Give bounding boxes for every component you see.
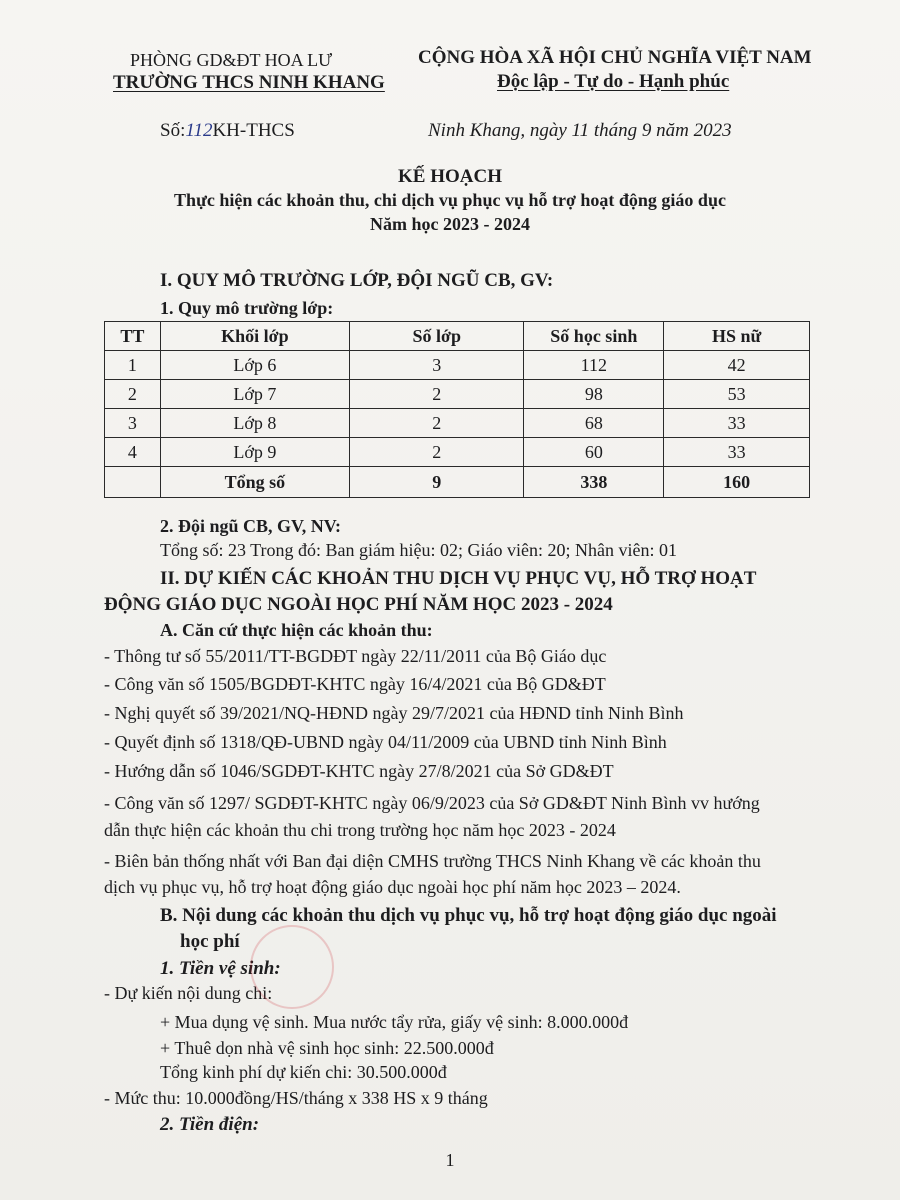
table-cell: 33 [664, 438, 810, 467]
table-header-cell: Số học sinh [524, 322, 664, 351]
number-prefix: Số: [160, 120, 186, 141]
table-cell: 2 [105, 380, 161, 409]
motto: Độc lập - Tự do - Hạnh phúc [497, 71, 730, 92]
basis-item-continued: dẫn thực hiện các khoản thu chi trong trường học năm học 2023 - 2024 [104, 820, 616, 840]
table-header-cell: HS nữ [664, 322, 810, 351]
table-header-cell: Khối lớp [160, 322, 349, 351]
section2-a-heading: A. Căn cứ thực hiện các khoản thu: [160, 620, 433, 640]
table-cell: 160 [664, 467, 810, 498]
document-subtitle: Thực hiện các khoản thu, chi dịch vụ phục vụ hỗ trợ hoạt động giáo dục [174, 190, 726, 210]
table-row [105, 409, 810, 438]
table-cell: 9 [350, 467, 524, 498]
table-cell: 98 [524, 380, 664, 409]
section1-heading: I. QUY MÔ TRƯỜNG LỚP, ĐỘI NGŨ CB, GV: [160, 270, 554, 291]
item1-line: - Mức thu: 10.000đồng/HS/tháng x 338 HS x 9 tháng [104, 1088, 488, 1108]
table-cell: Lớp 8 [160, 409, 349, 438]
table-cell: 33 [664, 409, 810, 438]
country-name: CỘNG HÒA XÃ HỘI CHỦ NGHĨA VIỆT NAM [418, 47, 812, 68]
item1-line: Tổng kinh phí dự kiến chi: 30.500.000đ [160, 1062, 447, 1082]
table-cell: Tổng số [160, 467, 349, 498]
section2-heading-line2: ĐỘNG GIÁO DỤC NGOÀI HỌC PHÍ NĂM HỌC 2023 - 2024 [104, 594, 613, 615]
school-year: Năm học 2023 - 2024 [370, 214, 530, 234]
table-header-row [105, 322, 810, 351]
table-cell: 4 [105, 438, 161, 467]
table-row [105, 380, 810, 409]
basis-item: - Hướng dẫn số 1046/SGDĐT-KHTC ngày 27/8/2021 của Sở GD&ĐT [104, 761, 614, 781]
basis-item-continued: dịch vụ phục vụ, hỗ trợ hoạt động giáo dục ngoài học phí năm học 2023 – 2024. [104, 877, 681, 897]
table-cell: 53 [664, 380, 810, 409]
document-date: Ninh Khang, ngày 11 tháng 9 năm 2023 [428, 120, 732, 141]
table-header-cell: Số lớp [350, 322, 524, 351]
item1-line: - Dự kiến nội dung chi: [104, 983, 273, 1003]
table-cell: 2 [350, 438, 524, 467]
basis-item: - Nghị quyết số 39/2021/NQ-HĐND ngày 29/7/2021 của HĐND tỉnh Ninh Bình [104, 703, 684, 723]
item2-title: 2. Tiền điện: [160, 1114, 260, 1135]
basis-item: - Thông tư số 55/2011/TT-BGDĐT ngày 22/11/2011 của Bộ Giáo dục [104, 646, 607, 666]
table-cell: Lớp 9 [160, 438, 349, 467]
school-name: TRƯỜNG THCS NINH KHANG [113, 72, 385, 93]
table-cell [105, 467, 161, 498]
table-cell: 1 [105, 351, 161, 380]
table-header-cell: TT [105, 322, 161, 351]
table-row [105, 351, 810, 380]
item1-title: 1. Tiền vệ sinh: [160, 958, 281, 979]
number-suffix: KH-THCS [212, 120, 295, 141]
table-cell: 42 [664, 351, 810, 380]
table-cell: 338 [524, 467, 664, 498]
table-cell: Lớp 7 [160, 380, 349, 409]
table-cell: 60 [524, 438, 664, 467]
section2-b-heading-line2: học phí [180, 931, 240, 952]
basis-item: - Công văn số 1505/BGDĐT-KHTC ngày 16/4/2021 của Bộ GD&ĐT [104, 674, 606, 694]
table-total-row [105, 467, 810, 498]
table-cell: 3 [350, 351, 524, 380]
table-cell: Lớp 6 [160, 351, 349, 380]
document-number [160, 120, 295, 142]
section1-sub2: 2. Đội ngũ CB, GV, NV: [160, 516, 342, 536]
basis-item: - Biên bản thống nhất với Ban đại diện CMHS trường THCS Ninh Khang về các khoản thu [104, 851, 761, 871]
table-cell: 3 [105, 409, 161, 438]
document-title: KẾ HOẠCH [398, 166, 502, 187]
section2-heading-line1: II. DỰ KIẾN CÁC KHOẢN THU DỊCH VỤ PHỤC VỤ, HỖ TRỢ HOẠT [160, 568, 757, 589]
table-cell: 2 [350, 380, 524, 409]
item1-line: + Thuê dọn nhà vệ sinh học sinh: 22.500.000đ [160, 1038, 494, 1058]
item1-line: + Mua dụng vệ sinh. Mua nước tẩy rửa, giấy vệ sinh: 8.000.000đ [160, 1012, 629, 1032]
table-cell: 2 [350, 409, 524, 438]
red-stamp-mark [250, 925, 334, 1009]
staff-summary: Tổng số: 23 Trong đó: Ban giám hiệu: 02; Giáo viên: 20; Nhân viên: 01 [160, 540, 677, 560]
table-cell: 112 [524, 351, 664, 380]
section2-b-heading-line1: B. Nội dung các khoản thu dịch vụ phục vụ, hỗ trợ hoạt động giáo dục ngoài [160, 905, 777, 926]
basis-item: - Công văn số 1297/ SGDĐT-KHTC ngày 06/9/2023 của Sở GD&ĐT Ninh Bình vv hướng [104, 793, 760, 813]
table-cell: 68 [524, 409, 664, 438]
basis-item: - Quyết định số 1318/QĐ-UBND ngày 04/11/2009 của UBND tỉnh Ninh Bình [104, 732, 667, 752]
handwritten-number: 112 [185, 120, 213, 141]
dept-name: PHÒNG GD&ĐT HOA LƯ [130, 50, 333, 70]
section1-sub1: 1. Quy mô trường lớp: [160, 298, 334, 318]
class-scale-table [104, 321, 810, 498]
page-number: 1 [445, 1150, 455, 1170]
table-row [105, 438, 810, 467]
